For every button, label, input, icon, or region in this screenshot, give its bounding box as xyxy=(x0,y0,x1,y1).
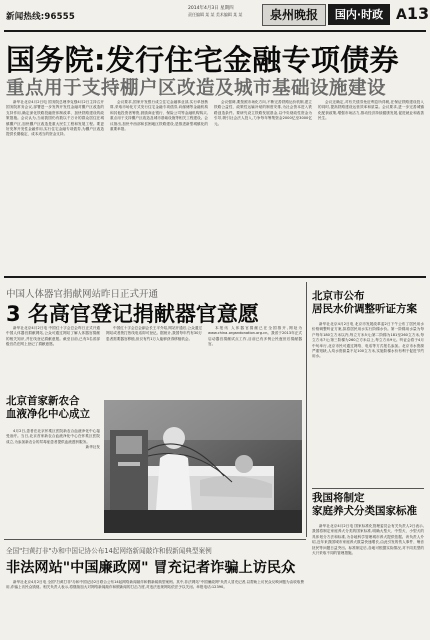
hospital-photo xyxy=(104,400,302,533)
water-headline-1: 北京市公布 xyxy=(312,290,365,302)
donation-col3-text: 本报讯 人体器官捐献已在全国推开,网址为 www.china-organdonation.org.cn。我省于2013年正式启动器官捐献试点工作,目前已有多例公民逝世后捐献器官。 xyxy=(208,326,302,347)
photo-caption-headline-1: 北京首家新农合 xyxy=(6,395,80,407)
water-headline-2: 居民水价调整听证方案 xyxy=(312,303,417,315)
dog-text-wrap xyxy=(312,524,424,636)
page-digits: 13 xyxy=(406,4,430,23)
photo-caption-credit: 新华社发 xyxy=(85,445,100,450)
donation-col2-text: 中国红十字会总会副会长王平介绍,网站开通后,公众通过网站或者拨打热线电话即可登记。据统计,我国每年约有30万患者需要器官移植,但仅有约1万人能够获得移植机会。 xyxy=(106,326,202,341)
photo-caption-block xyxy=(6,395,100,535)
lead-bottom-rule xyxy=(4,276,426,278)
lead-headline: 国务院:发行住宅金融专项债券 xyxy=(6,43,399,77)
news-hotline: 新闻热线:96555 xyxy=(6,12,75,22)
dog-text: 新华社北京4月2日电 国家标准化管理委员会有关负责人2日表示,我国将制定家庭养犬分类的国家标准,明确大型犬、中型犬、小型犬的具体划分方法和标准,为各地科学管理城市养犬提供依据。该负责人介绍,近年来我国城市家庭养犬数量快速增长,由此引发的伤人事件、噪音扰民等问题日益突出。标准制定后,各地可根据实际情况,对不同类型的犬只采取不同的管理措施。 xyxy=(312,524,424,556)
donation-col1-text: 新华社北京4月2日电 中国红十字会总会昨日正式开通中国人体器官捐献网站,公众可通过网站了解人体器官捐献的相关知识,并在线登记捐献意愿。截至目前,已有3名省部级官员在网上登记了捐献意愿。 xyxy=(6,326,100,347)
lead-col2-text: 会议要求,国家开发银行成立住宅金融事业部,实行单独核算,采取市场化方式发行住宅金融专项债券,向邮储等金融机构和其他投资者筹资,鼓励商业银行、保险公司等金融机构购买,重点用于支持棚户区改造及城市基础设施等相关工程建设。会议指出,加快中西部和贫困地区铁路建设,是推进新型城镇化的重要举措。 xyxy=(110,100,208,132)
photo-caption-text: 4月2日,患者在北京怀柔区医院新农合血液净化中心接受治疗。当日,北京首家新农合血液净化中心在怀柔区医院成立,为参加新农合的尿毒症患者提供血液透析服务。 xyxy=(6,429,100,444)
bottom-text: 新华社北京4月2日电 全国"扫黄打非"办和中国记协2日联合公布14起网络新闻敲诈和假新闻典型案例。其中,非法网站"中国廉政网"负责人冒充记者,以帮助上访民众反映问题为由收取费用,诈骗上访民众钱财。相关负责人表示,将继续加大对网络新闻敲诈和假新闻的打击力度,对违法违规网站依法予以关闭。举报电话:12390。 xyxy=(6,580,304,590)
water-text-wrap xyxy=(312,322,424,482)
masthead-rule xyxy=(4,30,426,32)
column-divider xyxy=(306,282,307,537)
hospital-photo-image xyxy=(104,400,302,533)
bottom-story-rule xyxy=(4,539,306,540)
dog-headline-1: 我国将制定 xyxy=(312,492,365,504)
lead-column-4 xyxy=(318,100,424,270)
issue-date: 2014年4月3日 星期四 xyxy=(188,6,234,11)
photo-caption-headline-2: 血液净化中心成立 xyxy=(6,408,90,420)
bottom-kicker: 全国"扫黄打非"办和中国记协公布14起网络新闻敲诈和假新闻典型案例 xyxy=(6,547,212,555)
water-text: 新华社北京4月2日电 北京市发展改革委2日下午公布了居民用水价格调整听证方案,拟将居民用水实行阶梯水价。第一阶梯用水量为每户每年180立方米以内,每立方米5元;第二阶梯为181至260立方米,每立方米7元;第三阶梯为260立方米以上,每立方米9元。听证会将于4月中旬举行,北京市民可通过网络、电话等方式报名参加。北京市水资源严重短缺,人均水资源量不足100立方米,实施阶梯水价有利于促进节约用水。 xyxy=(312,322,424,359)
paper-name-text: 泉州晚报 xyxy=(269,8,318,22)
paper-name xyxy=(262,4,326,26)
dog-standard-story xyxy=(312,492,424,637)
masthead xyxy=(0,0,430,32)
lead-column-1 xyxy=(6,100,104,270)
bottom-headline: 非法网站"中国廉政网" 冒充记者诈骗上访民众 xyxy=(6,560,296,576)
page-number xyxy=(396,4,429,26)
lead-col4-text: 会议还确定,对有关债券免征利息所得税,在保证铁路建设投入的同时,提高铁路建设运营效率和质量。会议要求,进一步完善城镇化配套政策,增强市场活力,推动经济持续健康发展,促进就业和改善民生。 xyxy=(318,100,424,121)
photo-caption-text-wrap xyxy=(6,429,100,519)
bottom-text-wrap xyxy=(6,580,304,636)
lead-col1-text: 新华社北京4月2日电 国务院总理李克强4月2日主持召开国务院常务会议,部署进一步发挥开发性金融对棚户区改造的支持作用,确定深化铁路投融资体制改革、加快铁路建设的政策措施。会议认为,当前我国仍有数以千万计的群众居住在城镇棚户区,加快棚户区改造是重大民生工程和发展工程。要更好发挥开发性金融作用,实行住宅金融专项债券,为棚户区改造提供长期稳定、成本适当的资金支持。 xyxy=(6,100,104,137)
lead-subhead: 重点用于支持棚户区改造及城市基础设施建设 xyxy=(6,78,387,99)
donation-column-3 xyxy=(208,326,302,400)
water-price-story xyxy=(312,290,424,480)
section-label: 国内·时政 xyxy=(328,4,390,25)
page-letter: A xyxy=(396,7,407,23)
lead-col3-text: 会议强调,要按照市场化方向,不断完善铁路运价机制,建立铁路公益性、政策性运输补贴的制度安排,为社会资本进入铁路创造条件。要研究设立铁路发展基金,以中央财政性资金为引导,吸引社会法人投入,力争每年筹集资金2000亿至3000亿元。 xyxy=(214,100,312,126)
lead-column-2 xyxy=(110,100,208,270)
lead-column-3 xyxy=(214,100,312,270)
donation-kicker: 中国人体器官捐献网站昨日正式开通 xyxy=(6,289,159,300)
editor-credits: 责任编辑 某 某 美术编辑 某 某 xyxy=(188,12,243,17)
dog-headline-2: 家庭养犬分类国家标准 xyxy=(312,505,417,517)
donation-headline: 3 名高官登记捐献器官意愿 xyxy=(6,302,259,326)
right-column-separator xyxy=(312,488,424,489)
